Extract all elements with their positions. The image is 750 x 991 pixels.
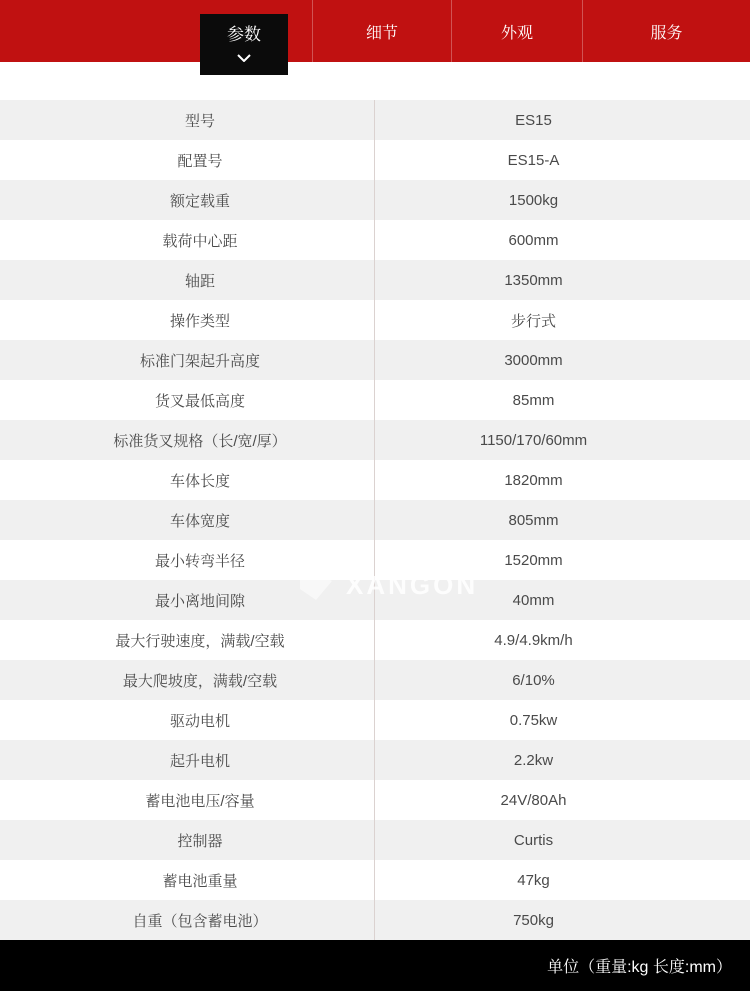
tab-params-active[interactable] [200,14,288,75]
spec-value: ES15-A [507,151,560,169]
table-row [0,140,750,180]
spec-value: 6/10% [512,671,555,689]
spec-value: 1150/170/60mm [479,431,588,449]
units-note: 单位（重量:kg 长度:mm） [547,959,732,976]
watermark-brand-text: XANGON [346,570,479,600]
table-row [0,180,750,220]
tab-appearance[interactable] [451,0,582,62]
spec-label: 额定载重 [0,180,375,220]
spec-value: 步行式 [510,312,556,330]
spec-label: 最大行驶速度，满载/空载 [0,620,375,660]
table-row [0,540,750,580]
spec-label: 载荷中心距 [0,220,375,260]
table-row [0,860,750,900]
tab-service-label: 服务 [650,24,683,42]
spec-label: 最大爬坡度，满载/空载 [0,660,375,700]
spec-label: 货叉最低高度 [0,380,375,420]
spec-value: Curtis [513,831,554,849]
tab-appearance-label: 外观 [500,24,533,42]
spec-label: 起升电机 [0,740,375,780]
table-row [0,620,750,660]
chevron-down-icon [236,49,252,67]
spec-value: 1350mm [504,271,563,289]
spec-label: 配置号 [0,140,375,180]
table-row [0,660,750,700]
spec-value: 4.9/4.9km/h [494,631,573,649]
table-row [0,740,750,780]
spec-value: 805mm [508,511,559,529]
table-row [0,580,750,620]
tab-details-label: 细节 [365,24,398,42]
spec-label: 轴距 [0,260,375,300]
spec-label: 标准货叉规格（长/宽/厚） [0,420,375,460]
spec-table [0,100,750,940]
spec-value: 40mm [512,591,555,609]
table-row [0,260,750,300]
spec-value: ES15 [515,111,552,129]
table-row [0,700,750,740]
spec-value: 24V/80Ah [500,791,567,809]
tab-service[interactable] [582,0,750,62]
tab-params-label: 参数 [227,25,261,44]
tab-bar [0,0,750,62]
spec-value: 3000mm [504,351,563,369]
spec-value: 2.2kw [513,751,554,769]
tab-details[interactable] [312,0,451,62]
spec-value: 1520mm [504,551,563,569]
table-row [0,900,750,940]
units-bar [0,940,750,991]
table-row [0,820,750,860]
table-row [0,220,750,260]
table-row [0,460,750,500]
spec-value: 0.75kw [509,711,558,729]
spec-label: 最小离地间隙 [0,580,375,620]
table-row [0,500,750,540]
spec-label: 操作类型 [0,300,375,340]
table-row [0,100,750,140]
spec-label: 蓄电池电压/容量 [0,780,375,820]
spec-value: 1820mm [504,471,563,489]
table-row [0,300,750,340]
spec-value: 1500kg [508,191,559,209]
table-row [0,340,750,380]
spec-value: 85mm [512,391,555,409]
spec-label: 蓄电池重量 [0,860,375,900]
spec-label: 型号 [0,100,375,140]
spec-label: 驱动电机 [0,700,375,740]
table-row [0,780,750,820]
spec-value: 47kg [517,871,550,889]
spec-value: 600mm [508,231,559,249]
table-row [0,420,750,460]
spec-label: 标准门架起升高度 [0,340,375,380]
table-row [0,380,750,420]
spec-label: 车体长度 [0,460,375,500]
spec-label: 控制器 [0,820,375,860]
spec-label: 车体宽度 [0,500,375,540]
spec-label: 最小转弯半径 [0,540,375,580]
spec-value: 750kg [513,911,554,929]
spec-label: 自重（包含蓄电池） [0,900,375,940]
